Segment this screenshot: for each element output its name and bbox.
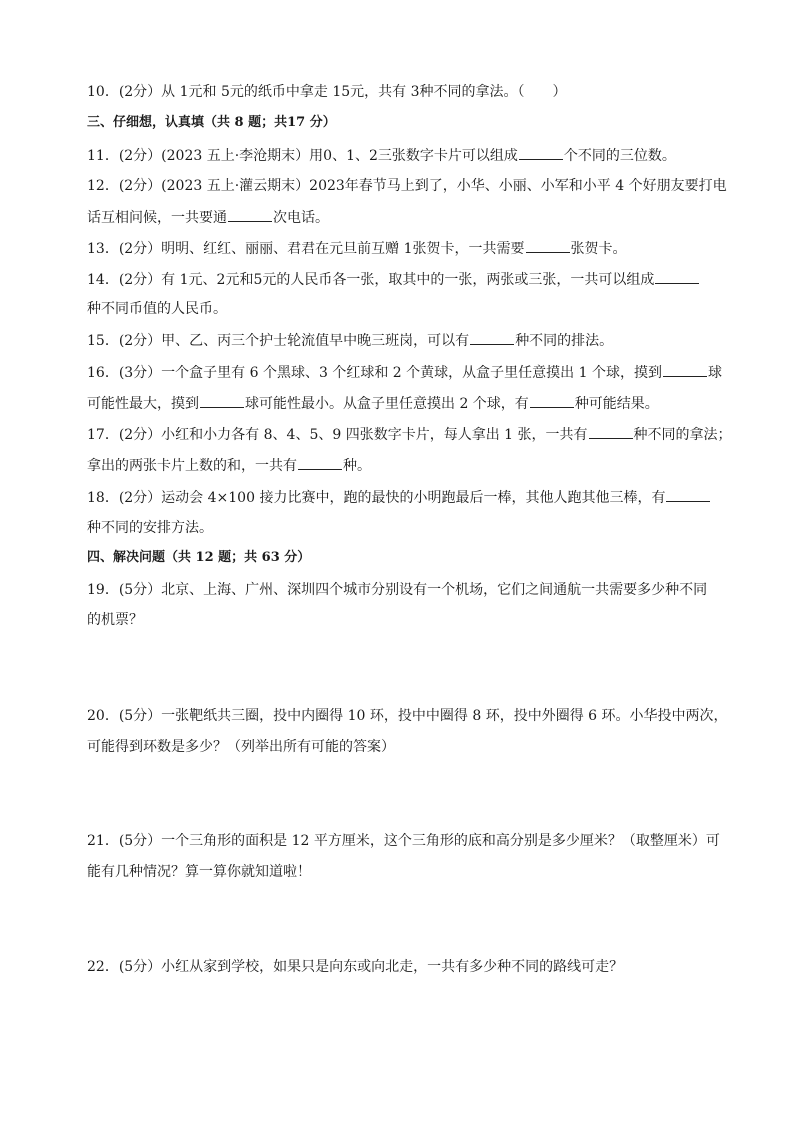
question-14-text: 14．(2分）有 1元、2元和5元的人民币各一张，取其中的一张，两张或三张，一共可以组成 xyxy=(87,272,655,288)
answer-blank[interactable] xyxy=(526,238,570,253)
question-12-line-2 xyxy=(87,207,717,228)
answer-blank[interactable] xyxy=(298,455,342,470)
question-18-line-2: 种不同的安排方法。 xyxy=(87,520,213,536)
section-3-title: 三、仔细想，认真填（共 8 题；共17 分） xyxy=(87,115,336,130)
question-20-line-2: 可能得到环数是多少？（列举出所有可能的答案） xyxy=(87,739,395,755)
question-20-line-1: 20．(5分）一张靶纸共三圈，投中内圈得 10 环，投中中圈得 8 环，投中外圈得 6 环。小华投中两次， xyxy=(87,708,728,724)
question-13-text-end: 张贺卡。 xyxy=(570,241,627,257)
question-17-line-1 xyxy=(87,424,732,445)
answer-blank[interactable] xyxy=(666,487,710,502)
question-16-text-end: 球 xyxy=(707,365,722,381)
question-15-text: 15．(2分）甲、乙、丙三个护士轮流值早中晚三班岗，可以有 xyxy=(87,333,470,349)
answer-blank[interactable] xyxy=(519,145,563,160)
section-4-title: 四、解决问题（共 12 题；共 63 分） xyxy=(87,550,311,565)
question-10 xyxy=(87,82,717,102)
answer-blank[interactable] xyxy=(663,362,707,377)
question-17-text-end: 种不同的拿法； xyxy=(633,427,732,443)
answer-blank[interactable] xyxy=(200,393,244,408)
question-17-text-2: 拿出的两张卡片上数的和，一共有 xyxy=(87,458,297,474)
question-10-text: 10．(2分）从 1元和 5元的纸币中拿走 15元，共有 3种不同的拿法。（ ） xyxy=(87,84,567,100)
answer-blank[interactable] xyxy=(228,207,272,222)
question-21-line-1: 21．(5分）一个三角形的面积是 12 平方厘米，这个三角形的底和高分别是多少厘米？（取整厘米）可 xyxy=(87,833,720,849)
question-11 xyxy=(87,145,717,166)
question-12-line-1: 12．(2分）(2023 五上·灌云期末）2023年春节马上到了，小华、小丽、小军和小平 4 个好朋友要打电 xyxy=(87,178,727,194)
question-17-text: 17．(2分）小红和小力各有 8、4、5、9 四张数字卡片，每人拿出 1 张，一共有 xyxy=(87,427,588,443)
question-15 xyxy=(87,330,717,351)
question-14-line-2: 种不同币值的人民币。 xyxy=(87,301,227,317)
question-18-line-1 xyxy=(87,487,717,508)
question-21-line-2: 能有几种情况？算一算你就知道啦！ xyxy=(87,864,311,880)
question-12-text-end: 次电话。 xyxy=(273,210,329,226)
question-16-text: 16．(3分）一个盒子里有 6 个黑球、3 个红球和 2 个黄球，从盒子里任意摸出 1 个球，摸到 xyxy=(87,365,662,381)
question-16-text-2: 可能性最大，摸到 xyxy=(87,396,199,412)
answer-blank[interactable] xyxy=(589,424,633,439)
answer-blank[interactable] xyxy=(470,330,514,345)
question-15-text-end: 种不同的排法。 xyxy=(515,333,614,349)
answer-blank[interactable] xyxy=(655,269,699,284)
question-16-line-2 xyxy=(87,393,717,414)
answer-blank[interactable] xyxy=(530,393,574,408)
question-11-text-end: 个不同的三位数。 xyxy=(563,148,676,164)
question-18-text: 18．(2分）运动会 4×100 接力比赛中，跑的最快的小明跑最后一棒，其他人跑其他三棒，有 xyxy=(87,490,666,506)
question-22: 22．(5分）小红从家到学校，如果只是向东或向北走，一共有多少种不同的路线可走？ xyxy=(87,959,624,975)
question-16-line-1 xyxy=(87,362,722,383)
question-12-text: 话互相问候，一共要通 xyxy=(87,210,227,226)
question-16-text-4: 种可能结果。 xyxy=(574,396,659,412)
question-17-text-3: 种。 xyxy=(343,458,371,474)
question-11-text: 11．(2分）(2023 五上·李沧期末）用0、1、2三张数字卡片可以组成 xyxy=(87,148,518,164)
question-13-text: 13．(2分）明明、红红、丽丽、君君在元旦前互赠 1张贺卡，一共需要 xyxy=(87,241,525,257)
question-19-line-1: 19．(5分）北京、上海、广州、深圳四个城市分别设有一个机场，它们之间通航一共需要多少种不同 xyxy=(87,582,708,598)
question-14-line-1 xyxy=(87,269,717,290)
question-17-line-2 xyxy=(87,455,717,476)
question-19-line-2: 的机票？ xyxy=(87,612,143,628)
question-13 xyxy=(87,238,717,259)
question-16-text-3: 球可能性最小。从盒子里任意摸出 2 个球，有 xyxy=(245,396,529,412)
